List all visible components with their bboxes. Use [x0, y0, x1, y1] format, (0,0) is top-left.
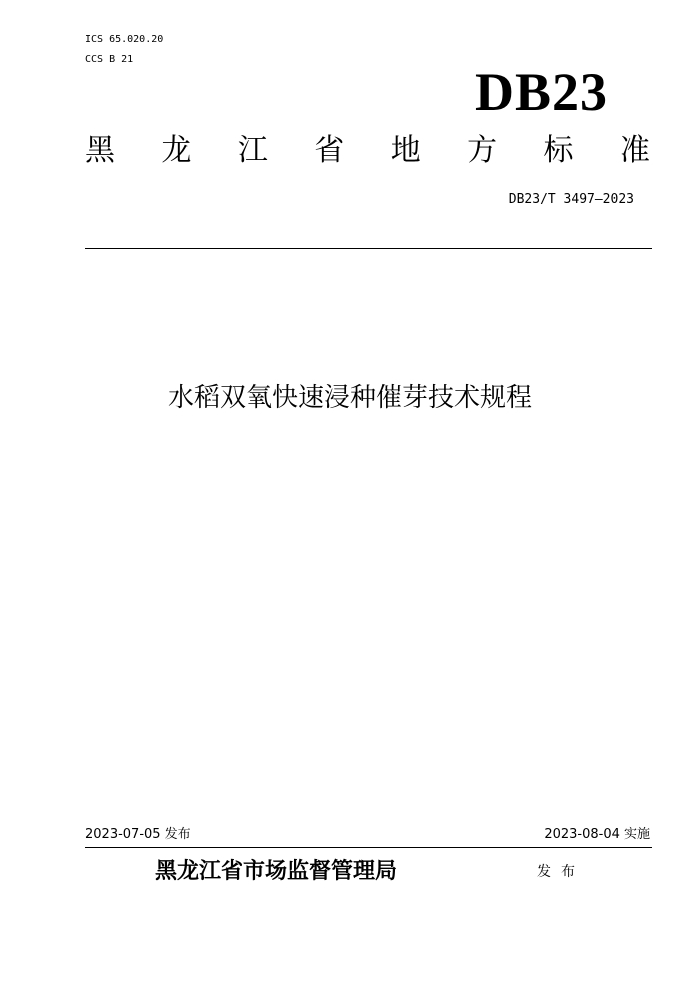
standard-number: DB23/T 3497—2023 — [508, 192, 634, 207]
standard-type-char: 黑 — [85, 133, 115, 168]
standard-type-char: 准 — [619, 133, 650, 168]
standard-type-char: 地 — [390, 133, 421, 168]
implement-date: 2023-08-04 实施 — [544, 827, 650, 842]
ics-code: ICS 65.020.20 — [85, 34, 164, 45]
standard-type-char: 龙 — [161, 133, 192, 168]
standard-type-char: 标 — [543, 133, 574, 168]
standard-type-heading — [85, 131, 650, 171]
standard-type-char: 省 — [314, 133, 345, 168]
document-title: 水稻双氧快速浸种催芽技术规程 — [167, 383, 532, 413]
bottom-divider — [85, 847, 652, 848]
standard-code-logo: DB23 — [474, 62, 608, 122]
standard-type-char: 江 — [237, 133, 268, 168]
standard-type-char: 方 — [467, 133, 498, 168]
ccs-code: CCS B 21 — [85, 54, 134, 65]
top-divider — [85, 248, 652, 249]
publish-date: 2023-07-05 发布 — [85, 827, 191, 842]
issuing-authority: 黑龙江省市场监督管理局 — [155, 858, 398, 884]
issue-label: 发布 — [537, 864, 585, 880]
